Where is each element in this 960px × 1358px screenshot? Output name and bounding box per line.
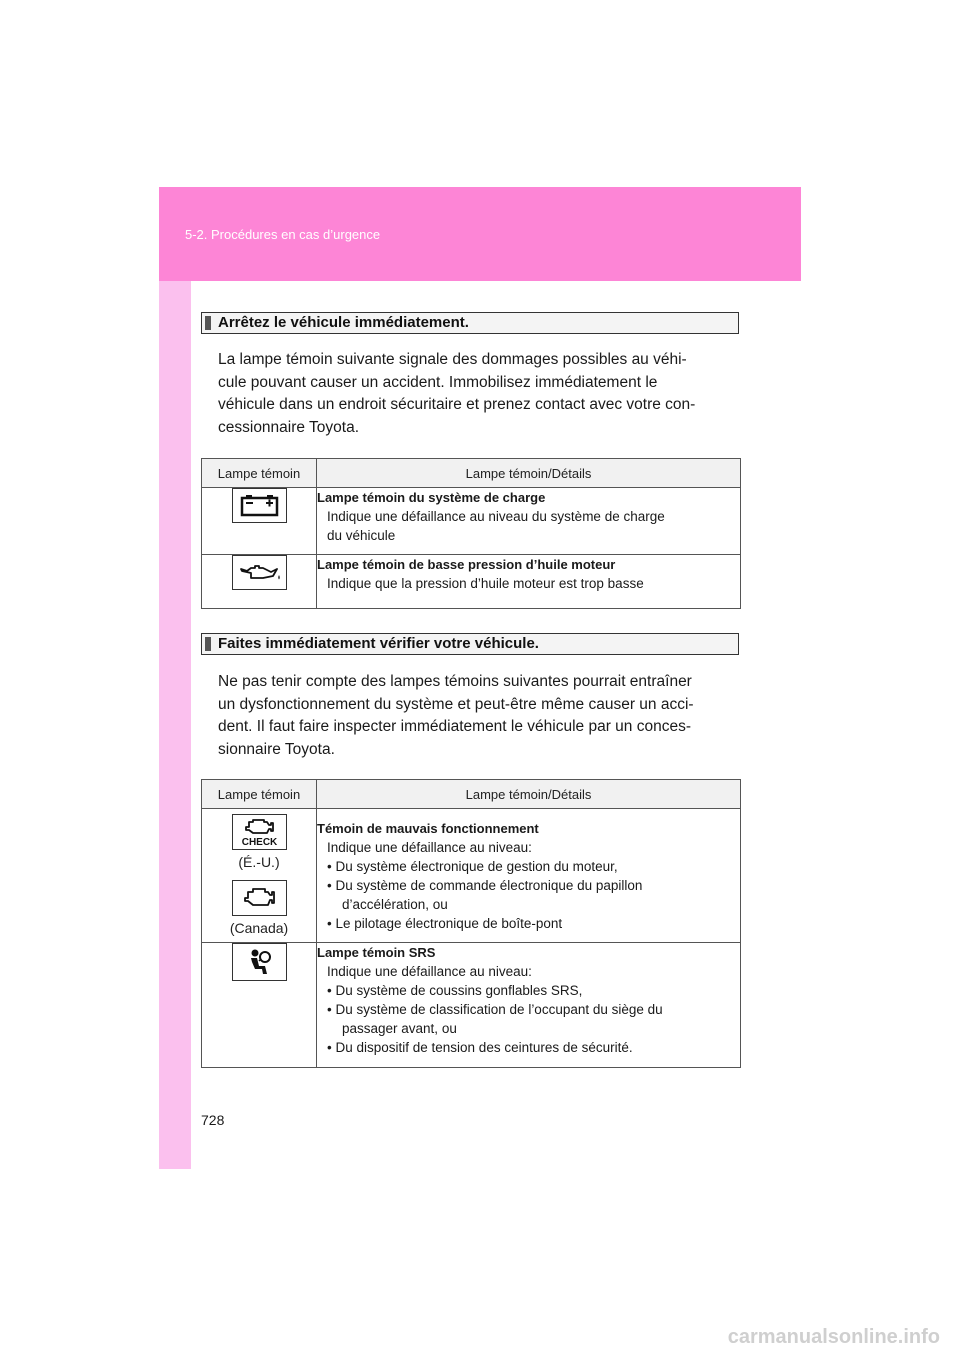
details-cell: [317, 809, 741, 943]
indicator-bullet: • Du système de commande électronique du papillon: [327, 878, 643, 893]
col-header-lamp: Lampe témoin: [202, 459, 317, 488]
paragraph-line: véhicule dans un endroit sécuritaire et prenez contact avec votre con-: [218, 396, 696, 413]
icon-cell: [202, 809, 317, 943]
paragraph-line: sionnaire Toyota.: [218, 740, 335, 758]
section-title-stop: [201, 312, 739, 334]
indicator-detail: Indique que la pression d’huile moteur est trop basse: [327, 576, 644, 591]
caption-us: (É.-U.): [238, 854, 280, 870]
table-row: [202, 943, 741, 1068]
indicator-detail: du véhicule: [327, 528, 396, 543]
details-cell: [317, 555, 741, 609]
caption-canada: (Canada): [229, 920, 289, 936]
section-marker: [205, 637, 211, 651]
icon-cell: [202, 943, 317, 1068]
engine-icon: [232, 880, 287, 916]
paragraph-line: cule pouvant causer un accident. Immobilisez immédiatement le: [218, 373, 658, 391]
details-cell: [317, 943, 741, 1068]
table-row: [202, 809, 741, 943]
section1-paragraph: [218, 349, 739, 439]
indicator-bullet: • Du système de classification de l’occupant du siège du: [327, 1002, 663, 1017]
indicator-bullet: • Du système de coussins gonflables SRS,: [327, 983, 583, 998]
indicator-detail: Indique une défaillance au niveau:: [327, 964, 532, 979]
col-header-lamp: Lampe témoin: [202, 780, 317, 809]
indicator-title: Lampe témoin de basse pression d’huile moteur: [317, 557, 616, 572]
section-title-check: [201, 633, 739, 655]
watermark: carmanualsonline.info: [727, 1326, 940, 1348]
section2-paragraph: [218, 671, 739, 761]
table-row: [202, 488, 741, 555]
srs-airbag-icon: [232, 943, 287, 981]
indicator-title: Lampe témoin du système de charge: [317, 490, 546, 505]
oil-pressure-icon: [232, 555, 287, 590]
indicator-bullet: • Du dispositif de tension des ceintures de sécurité.: [327, 1040, 633, 1055]
paragraph-line: dent. Il faut faire inspecter immédiatement le véhicule par un conces-: [218, 718, 691, 735]
icon-cell: [202, 555, 317, 609]
side-band: [159, 281, 191, 1169]
paragraph-line: un dysfonctionnement du système et peut-être même causer un acci-: [218, 695, 694, 713]
col-header-details: Lampe témoin/Détails: [317, 459, 741, 488]
indicator-title: Témoin de mauvais fonctionnement: [317, 821, 539, 836]
indicator-bullet: • Du système électronique de gestion du moteur,: [327, 859, 618, 874]
check-label: CHECK: [241, 837, 277, 848]
indicator-bullet-cont: passager avant, ou: [342, 1021, 457, 1036]
table-row: [202, 555, 741, 609]
icon-cell: [202, 488, 317, 555]
battery-icon: [232, 488, 287, 523]
indicator-detail: Indique une défaillance au niveau:: [327, 840, 532, 855]
paragraph-line: cessionnaire Toyota.: [218, 418, 360, 436]
section-breadcrumb: 5-2. Procédures en cas d’urgence: [185, 227, 381, 242]
indicator-bullet: • Le pilotage électronique de boîte-pont: [327, 916, 563, 931]
col-header-details: Lampe témoin/Détails: [317, 780, 741, 809]
paragraph-line: La lampe témoin suivante signale des dommages possibles au véhi-: [218, 351, 687, 368]
section-title-text: Faites immédiatement vérifier votre véhicule.: [218, 635, 539, 652]
paragraph-line: Ne pas tenir compte des lampes témoins suivantes pourrait entraîner: [218, 673, 692, 690]
indicator-title: Lampe témoin SRS: [317, 945, 436, 960]
section-title-text: Arrêtez le véhicule immédiatement.: [218, 314, 469, 331]
section-marker: [205, 316, 211, 330]
indicator-bullet-cont: d’accélération, ou: [342, 897, 448, 912]
indicator-table-1: [201, 458, 741, 609]
page-number: 728: [201, 1112, 225, 1128]
indicator-detail: Indique une défaillance au niveau du système de charge: [327, 509, 665, 524]
indicator-table-2: [201, 779, 741, 1068]
engine-check-icon: [232, 814, 287, 850]
details-cell: [317, 488, 741, 555]
